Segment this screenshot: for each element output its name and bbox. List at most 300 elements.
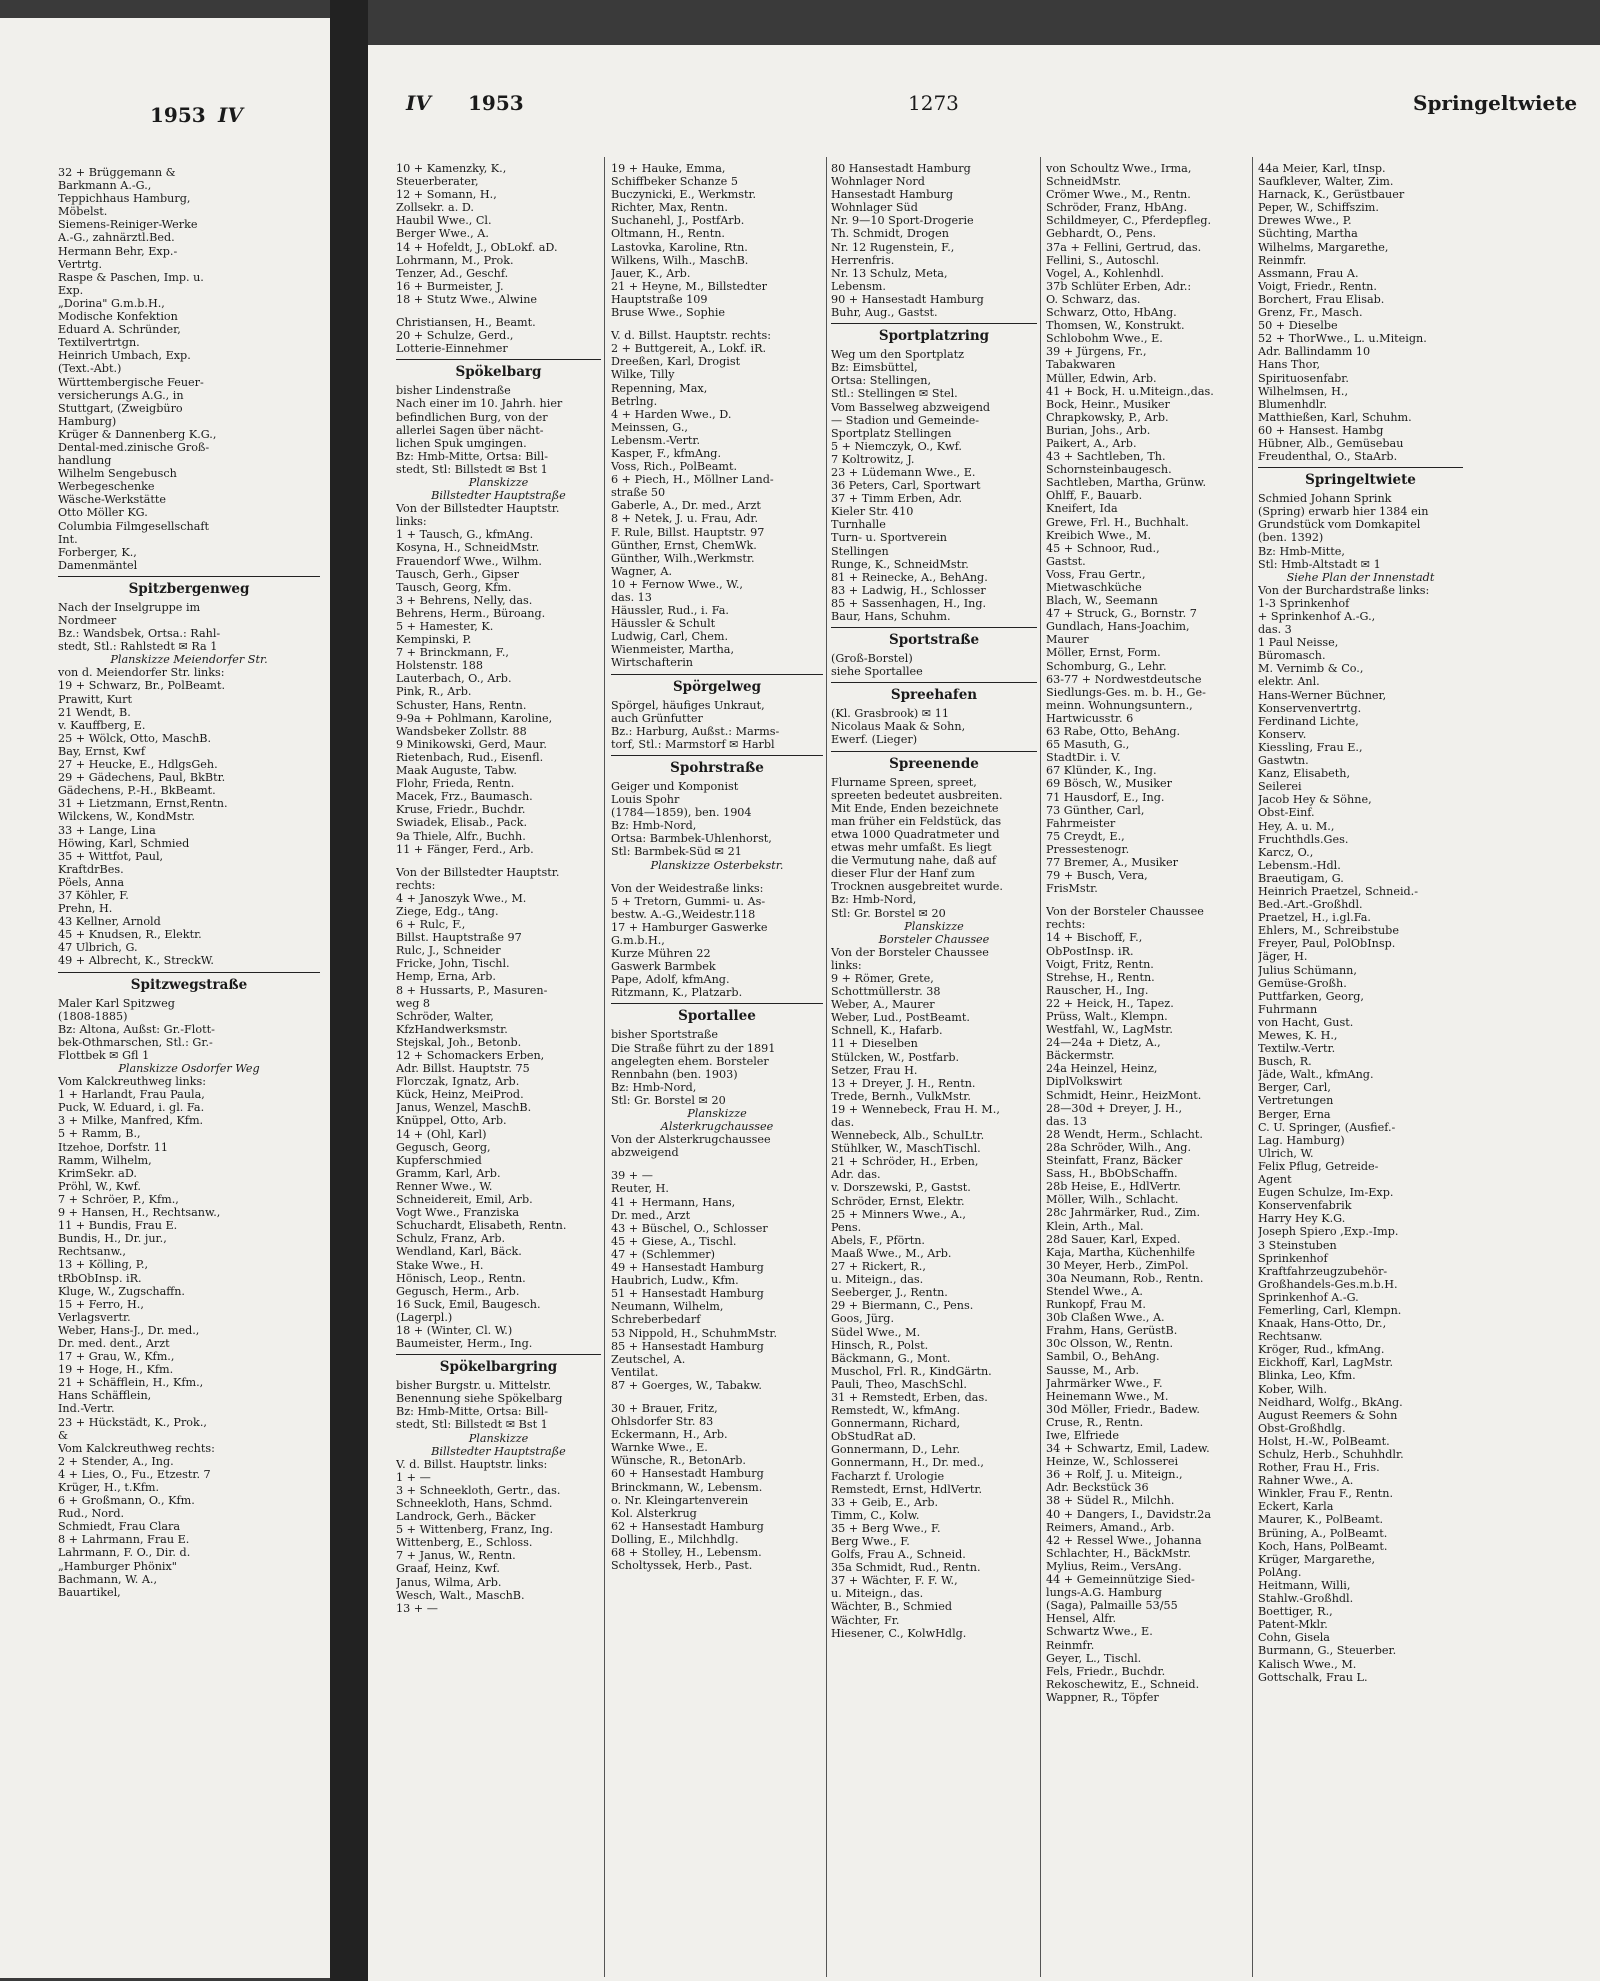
entry-line: Hamburg) [58, 414, 117, 428]
entry-line: Schröder, Ernst, Elektr. [831, 1194, 965, 1208]
entry-line: 10 + Fernow Wwe., W., [611, 577, 743, 591]
spacer [611, 1159, 823, 1169]
entry-line: Kneifert, Ida [1046, 502, 1118, 516]
directory-column-1 [396, 162, 601, 1972]
entry-line: Bz: Hmb-Nord, [611, 819, 697, 833]
entry-line: Turn- u. Sportverein [831, 531, 947, 545]
entry-line: Rauscher, H., Ing. [1046, 983, 1149, 997]
entry-line: Schiffbeker Schanze 5 [611, 175, 738, 189]
entry-line: Sprinkenhof [1258, 1251, 1328, 1265]
entry-line: 9a Thiele, Alfr., Buchh. [396, 829, 526, 843]
entry-line: StadtDir. i. V. [1046, 751, 1121, 765]
entry-line: Runkopf, Frau M. [1046, 1298, 1146, 1312]
entry-line: F. Rule, Billst. Hauptstr. 97 [611, 525, 765, 539]
entry-line: 60 + Hansestadt Hamburg [611, 1467, 764, 1481]
spacer [611, 1392, 823, 1402]
entry-line: Schwarz, Otto, HbAng. [1046, 306, 1177, 320]
plan-note: Planskizze Meiendorfer Str. [110, 653, 268, 667]
entry-line: Berger, Carl, [1258, 1081, 1331, 1095]
entry-line: Hans Thor, [1258, 358, 1321, 372]
entry-line: 7 + Brinckmann, F., [396, 646, 509, 660]
entry-line: Remstedt, Ernst, HdlVertr. [831, 1482, 983, 1496]
entry-line: straße 50 [611, 486, 666, 500]
entry-line: Holstenstr. 188 [396, 659, 483, 673]
entry-line: Kol. Alsterkrug [611, 1506, 697, 1520]
entry-line: Eugen Schulze, Im-Exp. [1258, 1186, 1394, 1200]
entry-line: Grundstück vom Domkapitel [1258, 518, 1421, 532]
entry-line: Wilhelm Sengebusch [58, 467, 177, 481]
entry-line: Hönisch, Leop., Rentn. [396, 1271, 526, 1285]
entry-line: 43 + Büschel, O., Schlosser [611, 1221, 768, 1235]
entry-line: Ewerf. (Lieger) [831, 733, 918, 747]
entry-line: die Vermutung nahe, daß auf [831, 854, 997, 868]
entry-line: Pens. [831, 1220, 862, 1234]
entry-line: Schröder, Walter, [396, 1009, 494, 1023]
left-page [0, 18, 330, 1978]
entry-line: Sachtleben, Martha, Grünw. [1046, 476, 1207, 490]
spacer [396, 306, 601, 316]
entry-line: Schuchardt, Elisabeth, Rentn. [396, 1219, 567, 1233]
entry-line: 49 + Hansestadt Hamburg [611, 1261, 764, 1275]
entry-line: Grenz, Fr., Masch. [1258, 306, 1363, 320]
entry-line: Ferdinand Lichte, [1258, 714, 1359, 728]
entry-line: Müller, Edwin, Arb. [1046, 371, 1157, 385]
entry-line: Pink, R., Arb. [396, 685, 472, 699]
entry-line: Tabakwaren [1046, 358, 1116, 372]
entry-line: Von der Billstedter Hauptstr. [396, 865, 560, 879]
entry-line: Grewe, Frl. H., Buchhalt. [1046, 515, 1189, 529]
entry-line: 14 + Bischoff, F., [1046, 931, 1143, 945]
entry-line: Bz: Altona, Außst: Gr.-Flott- [58, 1022, 215, 1036]
entry-line: Wittenberg, E., Schloss. [396, 1536, 533, 1550]
entry-line: 50 + Dieselbe [1258, 319, 1338, 333]
street-heading: Springeltwiete [1258, 467, 1463, 492]
entry-line: (Text.-Abt.) [58, 362, 122, 376]
entry-line: Voigt, Fritz, Rentn. [1046, 957, 1154, 971]
entry-line: 14 + (Ohl, Karl) [396, 1127, 487, 1141]
entry-line: Kosyna, H., SchneidMstr. [396, 541, 540, 555]
entry-line: 33 + Lange, Lina [58, 823, 156, 837]
entry-line: Textilvertrtgn. [58, 336, 140, 350]
entry-line: Exp. [58, 283, 84, 297]
entry-line: Repenning, Max, [611, 381, 708, 395]
entry-line: Spörgel, häufiges Unkraut, [611, 698, 765, 712]
entry-line: Paikert, A., Arb. [1046, 436, 1137, 450]
column-rule [826, 157, 827, 1977]
entry-line: Freyer, Paul, PolObInsp. [1258, 937, 1396, 951]
plan-note: Planskizze Osdorfer Weg [118, 1062, 260, 1075]
entry-line: Bz: Hmb-Mitte, Ortsa: Bill- [396, 1405, 548, 1419]
entry-line: ObStudRat aD. [831, 1430, 917, 1444]
entry-line: 7 Koltrowitz, J. [831, 452, 915, 466]
entry-line: Louis Spohr [611, 793, 680, 807]
entry-line: Dr. med., Arzt [611, 1208, 691, 1222]
entry-line: 30b Claßen Wwe., A. [1046, 1311, 1165, 1325]
entry-line: Bäckermstr. [1046, 1049, 1115, 1063]
entry-line: + Sprinkenhof A.-G., [1258, 610, 1376, 623]
entry-line: 28c Jahrmärker, Rud., Zim. [1046, 1206, 1200, 1220]
entry-line: Gädechens, P.-H., BkBeamt. [58, 784, 216, 798]
entry-line: Weber, A., Maurer [831, 998, 935, 1012]
entry-line: Stülcken, W., Postfarb. [831, 1050, 960, 1064]
entry-line: Von der Weidestraße links: [611, 881, 764, 895]
entry-line: Assmann, Frau A. [1258, 266, 1359, 280]
entry-line: 63-77 + Nordwestdeutsche [1046, 672, 1202, 686]
entry-line: Ehlers, M., Schreibstube [1258, 924, 1399, 938]
left-page-column [58, 166, 320, 1966]
entry-line: von Schoultz Wwe., Irma, [1046, 162, 1192, 175]
entry-line: Seilerei [1258, 780, 1302, 794]
entry-line: von Hacht, Gust. [1258, 1015, 1354, 1029]
entry-line: 11 + Bundis, Frau E. [58, 1219, 178, 1233]
entry-line: (Groß-Borstel) [831, 652, 913, 666]
entry-line: 23 + Hückstädt, K., Prok., [58, 1415, 207, 1429]
entry-line: 43 Kellner, Arnold [58, 915, 161, 929]
entry-line: Joseph Spiero ,Exp.-Imp. [1258, 1225, 1399, 1239]
entry-line: 69 Bösch, W., Musiker [1046, 777, 1173, 791]
entry-line: 39 + — [611, 1169, 653, 1183]
entry-line: 17 + Hamburger Gaswerke [611, 920, 768, 934]
entry-line: rechts: [396, 878, 436, 892]
entry-line: Agent [1258, 1173, 1292, 1187]
entry-line: Sass, H., BbObSchaffn. [1046, 1167, 1178, 1181]
entry-line: „Dorina" G.m.b.H., [58, 296, 165, 310]
entry-line: 6 + Piech, H., Möllner Land- [611, 473, 774, 487]
entry-line: Strehse, H., Rentn. [1046, 970, 1155, 984]
entry-line: Bed.-Art.-Großhdl. [1258, 898, 1363, 912]
entry-line: 24a Heinzel, Heinz, [1046, 1062, 1158, 1076]
entry-line: ObPostInsp. iR. [1046, 944, 1134, 958]
entry-line: Maurer, K., PolBeamt. [1258, 1513, 1384, 1527]
entry-line: Schuster, Hans, Rentn. [396, 698, 527, 712]
entry-line: 19 + Schwarz, Br., PolBeamt. [58, 679, 226, 693]
entry-line: 30d Möller, Friedr., Badew. [1046, 1402, 1200, 1416]
entry-line: Gottschalk, Frau L. [1258, 1670, 1368, 1684]
street-heading: Spökelbarg [396, 359, 601, 384]
entry-line: Barkmann A.-G., [58, 179, 152, 193]
entry-line: Höwing, Karl, Schmied [58, 836, 190, 850]
entry-line: Modische Konfektion [58, 310, 178, 324]
entry-line: 12 + Somann, H., [396, 188, 497, 202]
entry-line: das. 13 [611, 591, 652, 604]
street-heading: Spitzwegstraße [58, 972, 320, 997]
entry-line: Wesch, Walt., MaschB. [396, 1588, 525, 1602]
entry-line: „Hamburger Phönix" [58, 1559, 177, 1573]
entry-line: Rechtsanw. [1258, 1330, 1323, 1344]
entry-line: Ulrich, W. [1258, 1146, 1314, 1160]
entry-line: Reinmfr. [1258, 253, 1307, 267]
entry-line: V. d. Billst. Hauptstr. rechts: [611, 329, 772, 343]
plan-note: Siehe Plan der Innenstadt [1286, 570, 1435, 584]
entry-line: KrimSekr. aD. [58, 1166, 137, 1180]
entry-line: Mietwaschküche [1046, 581, 1142, 594]
entry-line: Nr. 9—10 Sport-Drogerie [831, 214, 974, 228]
entry-line: 19 + Hoge, H., Kfm. [58, 1363, 174, 1377]
entry-line: Kreibich Wwe., M. [1046, 528, 1152, 542]
entry-line: 6 + Rulc, F., [396, 918, 466, 932]
entry-line: Vertretungen [1258, 1094, 1334, 1108]
entry-line: Stühlker, W., MaschTischl. [831, 1142, 981, 1156]
entry-line: Jäde, Walt., kfmAng. [1258, 1068, 1374, 1082]
entry-line: Raspe & Paschen, Imp. u. [58, 270, 204, 284]
entry-line: Wäsche-Werkstätte [58, 493, 167, 507]
entry-line: Brüning, A., PolBeamt. [1258, 1526, 1388, 1540]
spacer [611, 872, 823, 882]
entry-line: Schornsteinbaugesch. [1046, 463, 1172, 477]
entry-line: Weg um den Sportplatz [831, 348, 965, 362]
entry-line: Teppichhaus Hamburg, [58, 192, 191, 206]
plan-note: Planskizze [468, 1431, 529, 1445]
entry-line: Maler Karl Spitzweg [58, 996, 175, 1010]
entry-line: 80 Hansestadt Hamburg [831, 162, 971, 175]
entry-line: Knüppel, Otto, Arb. [396, 1114, 507, 1128]
entry-line: Warnke Wwe., E. [611, 1441, 708, 1455]
entry-line: Nordmeer [58, 614, 117, 627]
entry-line: 31 + Lietzmann, Ernst,Rentn. [58, 797, 228, 811]
entry-line: Burian, Johs., Arb. [1046, 423, 1151, 437]
entry-line: o. Nr. Kleingartenverein [611, 1493, 749, 1507]
entry-line: Lahrmann, F. O., Dir. d. [58, 1546, 191, 1560]
entry-line: Gonnermann, D., Lehr. [831, 1443, 961, 1457]
entry-line: 37 Köhler, F. [58, 888, 129, 902]
entry-line: 49 + Albrecht, K., StreckW. [58, 954, 214, 968]
entry-line: 23 + Lüdemann Wwe., E. [831, 465, 976, 479]
entry-line: 29 + Gädechens, Paul, BkBtr. [58, 771, 226, 785]
entry-line: 17 + Grau, W., Kfm., [58, 1350, 175, 1364]
entry-line: Heitmann, Willi, [1258, 1578, 1351, 1592]
entry-line: Jauer, K., Arb. [611, 266, 691, 280]
entry-line: Christiansen, H., Beamt. [396, 316, 536, 330]
entry-line: Stl: Gr. Borstel ✉ 20 [831, 906, 946, 920]
entry-line: Bz.: Wandsbek, Ortsa.: Rahl- [58, 627, 221, 641]
entry-line: 62 + Hansestadt Hamburg [611, 1519, 764, 1533]
entry-line: Schröder, Franz, HbAng. [1046, 201, 1188, 215]
entry-line: das. 3 [1258, 623, 1292, 637]
entry-line: Voss, Rich., PolBeamt. [611, 460, 738, 474]
entry-line: 9 + Römer, Grete, [831, 971, 934, 985]
entry-line: Stl: Barmbek-Süd ✉ 21 [611, 845, 742, 859]
entry-line: Damenmäntel [58, 558, 138, 572]
entry-line: Weber, Hans-J., Dr. med., [58, 1323, 200, 1337]
entry-line: Gramm, Karl, Arb. [396, 1166, 501, 1180]
entry-line: Haubil Wwe., Cl. [396, 214, 492, 228]
entry-line: bisher Burgstr. u. Mittelstr. [396, 1379, 552, 1393]
entry-line: Kruse, Friedr., Buchdr. [396, 803, 526, 817]
entry-line: Nach der Inselgruppe im [58, 600, 201, 614]
entry-line: Hinsch, R., Polst. [831, 1338, 929, 1352]
entry-line: 18 + Stutz Wwe., Alwine [396, 292, 538, 306]
entry-line: Lohrmann, M., Prok. [396, 253, 514, 267]
entry-line: 28 Wendt, Herm., Schlacht. [1046, 1127, 1203, 1141]
entry-line: Konservenvertrtg. [1258, 701, 1362, 715]
entry-line: Neumann, Wilhelm, [611, 1300, 724, 1314]
entry-line: Großhandels-Ges.m.b.H. [1258, 1277, 1398, 1291]
entry-line: Janus, Wilma, Arb. [396, 1575, 502, 1589]
entry-line: 43 + Sachtleben, Th. [1046, 450, 1166, 464]
entry-line: stedt, Stl.: Rahlstedt ✉ Ra 1 [58, 640, 218, 654]
directory-column-3 [831, 162, 1037, 1972]
entry-line: links: [396, 515, 427, 529]
entry-line: Hemp, Erna, Arb. [396, 970, 496, 984]
entry-line: Von der Borsteler Chaussee [831, 945, 989, 959]
entry-line: Stellingen [831, 544, 889, 558]
entry-line: 9 Minikowski, Gerd, Maur. [396, 737, 547, 751]
entry-line: M. Vernimb & Co., [1258, 662, 1364, 676]
entry-line: Steuerberater, [396, 175, 479, 189]
entry-line: Hermann Behr, Exp.- [58, 244, 178, 258]
entry-line: Wandsbeker Zollstr. 88 [396, 724, 527, 738]
entry-line: 3 + Milke, Manfred, Kfm. [58, 1114, 204, 1128]
directory-column-2 [611, 162, 823, 1972]
entry-line: Baumeister, Herm., Ing. [396, 1337, 533, 1351]
entry-line: Nach einer im 10. Jahrh. hier [396, 397, 563, 411]
street-heading: Sportplatzring [831, 323, 1037, 348]
entry-line: Büromasch. [1258, 649, 1326, 663]
street-heading: Spitzbergenweg [58, 576, 320, 601]
entry-line: Cruse, R., Rentn. [1046, 1415, 1144, 1429]
entry-line: Landrock, Gerh., Bäcker [396, 1510, 536, 1524]
entry-line: 37b Schlüter Erben, Adr.: [1046, 279, 1192, 293]
entry-line: Timm, C., Kolw. [831, 1508, 920, 1522]
entry-line: Facharzt f. Urologie [831, 1469, 945, 1483]
entry-line: Th. Schmidt, Drogen [831, 227, 949, 241]
entry-line: Wohnlager Nord [831, 175, 925, 189]
entry-line: Ortsa: Stellingen, [831, 374, 932, 388]
entry-line: Hans Schäfflein, [58, 1389, 152, 1403]
entry-line: 36 + Rolf, J. u. Miteign., [1046, 1468, 1183, 1482]
entry-line: Rennbahn (ben. 1903) [611, 1067, 738, 1081]
entry-line: 33 + Geib, E., Arb. [831, 1495, 939, 1509]
entry-line: 40 + Dangers, I., Davidstr.2a [1046, 1507, 1212, 1521]
entry-line: Buhr, Aug., Gastst. [831, 306, 938, 320]
entry-line: Macek, Frz., Baumasch. [396, 790, 533, 804]
entry-line: Felix Pflug, Getreide- [1258, 1159, 1379, 1173]
entry-line: 41 + Bock, H. u.Miteign.,das. [1046, 384, 1214, 398]
entry-line: Otto Möller KG. [58, 506, 148, 520]
entry-line: Cohn, Gisela [1258, 1631, 1330, 1645]
entry-line: Wilhelmsen, H., [1258, 384, 1349, 398]
entry-line: weg 8 [396, 996, 431, 1010]
entry-line: Setzer, Frau H. [831, 1063, 918, 1077]
entry-line: O. Schwarz, das. [1046, 292, 1141, 306]
entry-line: Nicolaus Maak & Sohn, [831, 720, 966, 734]
entry-line: Puck, W. Eduard, i. gl. Fa. [58, 1101, 205, 1115]
entry-line: Adr. Beckstück 36 [1046, 1481, 1149, 1495]
entry-line: 8 + Hussarts, P., Masuren- [396, 983, 548, 997]
entry-line: Eduard A. Schründer, [58, 323, 181, 337]
entry-line: Thomsen, W., Konstrukt. [1046, 319, 1185, 333]
entry-line: Wächter, B., Schmied [831, 1600, 953, 1614]
entry-line: Adr. Billst. Hauptstr. 75 [396, 1062, 530, 1076]
entry-line: Tausch, Gerh., Gipser [396, 567, 519, 581]
entry-line: Bay, Ernst, Kwf [58, 744, 145, 758]
entry-line: 37 + Timm Erben, Adr. [831, 492, 963, 506]
entry-line: 37 + Wächter, F. F. W., [831, 1574, 958, 1588]
entry-line: 28b Heise, E., HdlVertr. [1046, 1180, 1181, 1194]
entry-line: links: [831, 958, 862, 972]
entry-line: das. 13 [1046, 1114, 1087, 1128]
entry-line: Schulz, Herb., Schuhhdlr. [1258, 1448, 1404, 1461]
entry-line: Tenzer, Ad., Geschf. [396, 266, 509, 280]
entry-line: Schreberbedarf [611, 1313, 701, 1327]
page-number: 1273 [908, 91, 959, 115]
entry-line: Boettiger, R., [1258, 1605, 1333, 1619]
entry-line: Nr. 13 Schulz, Meta, [831, 266, 948, 280]
entry-line: 5 + Wittenberg, Franz, Ing. [396, 1523, 554, 1537]
entry-line: Kaja, Martha, Küchenhilfe [1046, 1245, 1195, 1259]
entry-line: 35a Schmidt, Rud., Rentn. [831, 1561, 981, 1575]
entry-line: Steinfatt, Franz, Bäcker [1046, 1154, 1183, 1168]
entry-line: Westfahl, W., LagMstr. [1046, 1023, 1173, 1037]
entry-line: Reuter, H. [611, 1182, 669, 1196]
entry-line: Maurer [1046, 633, 1089, 647]
entry-line: 16 Suck, Emil, Baugesch. [396, 1297, 541, 1311]
spacer [611, 319, 823, 329]
entry-line: 5 + Tretorn, Gummi- u. As- [611, 894, 766, 908]
entry-line: 30c Olsson, W., Rentn. [1046, 1337, 1174, 1351]
entry-line: Ventilat. [611, 1365, 659, 1379]
entry-line: Herrenfris. [831, 253, 895, 267]
entry-line: Trocknen ausgebreitet wurde. [831, 880, 1003, 894]
entry-line: Pape, Adolf, kfmAng. [611, 973, 730, 987]
entry-line: 36 Peters, Carl, Sportwart [831, 479, 981, 493]
entry-line: 45 + Giese, A., Tischl. [611, 1234, 737, 1248]
entry-line: 13 + Kölling, P., [58, 1258, 149, 1272]
entry-line: Forberger, K., [58, 545, 137, 559]
entry-line: 9-9a + Pohlmann, Karoline, [396, 711, 553, 725]
entry-line: Obst-Einf. [1258, 806, 1315, 820]
entry-line: Meinssen, G., [611, 420, 688, 434]
entry-line: Fuhrmann [1258, 1002, 1318, 1016]
entry-line: Stuttgart, (Zweigbüro [58, 401, 183, 415]
entry-line: Flottbek ✉ Gfl 1 [58, 1048, 150, 1062]
entry-line: 32 + Brüggemann & [58, 166, 176, 179]
entry-line: 22 + Heick, H., Tapez. [1046, 996, 1174, 1010]
plan-note: Planskizze [468, 475, 529, 489]
entry-line: Stl.: Stellingen ✉ Stel. [831, 387, 958, 401]
entry-line: Wächter, Fr. [831, 1613, 900, 1627]
entry-line: Wagner, A. [611, 564, 673, 578]
entry-line: Schomburg, G., Lehr. [1046, 659, 1167, 673]
entry-line: Stake Wwe., H. [396, 1258, 484, 1272]
entry-line: 3 + Schneekloth, Gertr., das. [396, 1483, 561, 1497]
entry-line: Burmann, G., Steuerber. [1258, 1644, 1397, 1658]
entry-line: Golfs, Frau A., Schneid. [831, 1548, 966, 1562]
entry-line: Siemens-Reiniger-Werke [58, 218, 198, 232]
entry-line: Eickhoff, Karl, LagMstr. [1258, 1356, 1394, 1370]
street-heading: Spreenende [831, 751, 1037, 776]
entry-line: Heinemann Wwe., M. [1046, 1389, 1169, 1403]
entry-line: versicherungs A.G., in [58, 388, 184, 402]
entry-line: bestw. A.-G.,Weidestr.118 [611, 907, 756, 921]
entry-line: 6 + Großmann, O., Kfm. [58, 1494, 195, 1508]
street-heading: Sportallee [611, 1003, 823, 1028]
entry-line: Fruchthdls.Ges. [1258, 832, 1349, 846]
entry-line: DiplVolkswirt [1046, 1075, 1123, 1089]
entry-line: Gemüse-Großh. [1258, 976, 1347, 990]
entry-line: Vogel, A., Kohlenhdl. [1046, 266, 1164, 280]
entry-line: Lastovka, Karoline, Rtn. [611, 240, 748, 254]
entry-line: Blach, W., Seemann [1046, 594, 1158, 608]
entry-line: Hans-Werner Büchner, [1258, 688, 1387, 702]
entry-line: Ortsa: Barmbek-Uhlenhorst, [611, 832, 772, 846]
entry-line: Vertrtg. [58, 257, 103, 271]
entry-line: Stejskal, Joh., Betonb. [396, 1035, 522, 1049]
entry-line: auch Grünfutter [611, 711, 703, 725]
entry-line: 13 + — [396, 1601, 438, 1615]
entry-line: Sportplatz Stellingen [831, 426, 952, 440]
entry-line: Bock, Heinr., Musiker [1046, 397, 1170, 411]
